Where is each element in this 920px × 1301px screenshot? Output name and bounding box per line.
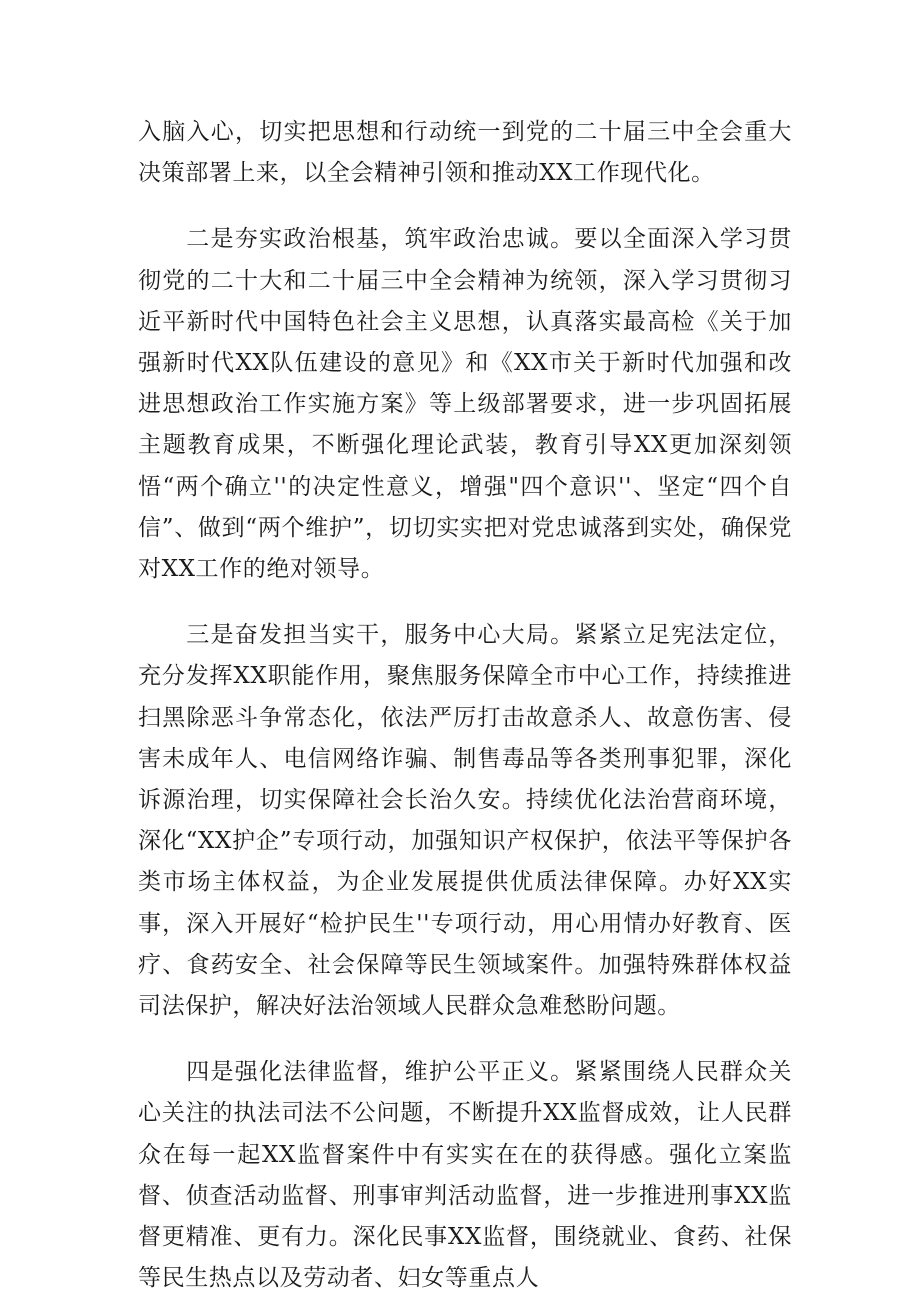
paragraph-continuation: 入脑入心，切实把思想和行动统一到党的二十届三中全会重大决策部署上来，以全会精神引领和推动XX工作现代化。 [138,119,792,187]
paragraph-point-four: 四是强化法律监督，维护公平正义。紧紧围绕人民群众关心关注的执法司法不公问题，不断提升XX监督成效，让人民群众在每一起XX监督案件中有实实在在的获得感。强化立案监督、侦查活动监督、刑事审判活动监督，进一步推进刑事XX监督更精准、更有力。深化民事XX监督，围绕就业、食药、社保等民生热点以及劳动者、妇女等重点人 [138,1059,792,1292]
paragraph-point-three: 三是奋发担当实干，服务中心大局。紧紧立足宪法定位，充分发挥XX职能作用，聚焦服务保障全市中心工作，持续推进扫黑除恶斗争常态化，依法严厉打击故意杀人、故意伤害、侵害未成年人、电信网络诈骗、制售毒品等各类刑事犯罪，深化诉源治理，切实保障社会长治久安。持续优化法治营商环境，深化“XX护企”专项行动，加强知识产权保护，依法平等保护各类市场主体权益，为企业发展提供优质法律保障。办好XX实事，深入开展好“检护民生''专项行动，用心用情办好教育、医疗、食药安全、社会保障等民生领域案件。加强特殊群体权益司法保护，解决好法治领域人民群众急难愁盼问题。 [138,622,792,1020]
paragraph-point-two: 二是夯实政治根基，筑牢政治忠诚。要以全面深入学习贯彻党的二十大和二十届三中全会精神为统领，深入学习贯彻习近平新时代中国特色社会主义思想，认真落实最高检《关于加强新时代XX队伍建设的意见》和《XX市关于新时代加强和改进思想政治工作实施方案》等上级部署要求，进一步巩固拓展主题教育成果，不断强化理论武装，教育引导XX更加深刻领悟“两个确立''的决定性意义，增强"四个意识''、坚定“四个自信”、做到“两个维护”，切切实实把对党忠诚落到实处，确保党对XX工作的绝对领导。 [138,226,792,583]
